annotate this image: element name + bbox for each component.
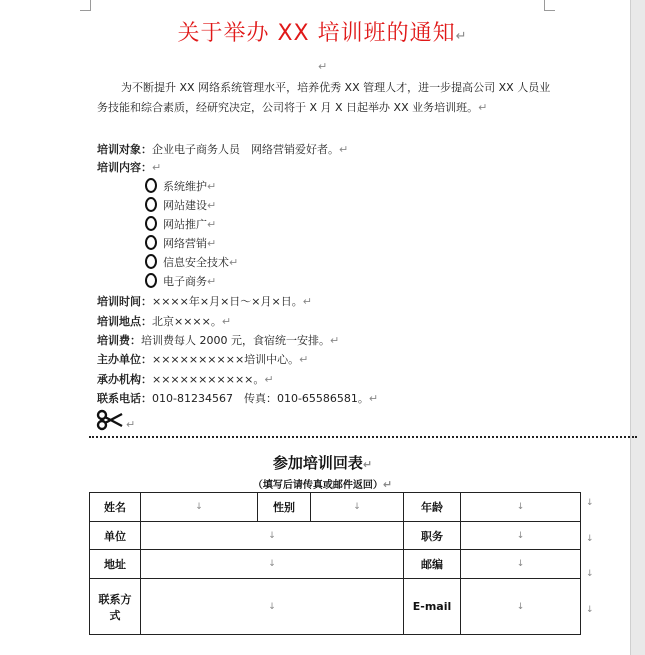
content-list-item[interactable]: 网站建设↵ bbox=[145, 197, 216, 215]
zip-field[interactable]: ↓ bbox=[461, 550, 581, 579]
name-field[interactable]: ↓ bbox=[141, 493, 258, 522]
registration-form-table bbox=[89, 492, 581, 635]
bullet-icon bbox=[145, 254, 157, 269]
organizer-line[interactable]: 承办机构：×××××××××××。↵ bbox=[97, 373, 274, 386]
content-list-item[interactable]: 电子商务↵ bbox=[145, 273, 216, 291]
table-row bbox=[90, 521, 581, 550]
form-title[interactable]: 参加培训回表↵ bbox=[272, 454, 373, 472]
margin-corner-marker bbox=[544, 0, 555, 11]
training-fee-line[interactable]: 培训费：培训费每人 2000 元，食宿统一安排。↵ bbox=[97, 334, 340, 347]
age-label: 年龄 bbox=[404, 493, 461, 522]
title-text: 关于举办 XX 培训班的通知 bbox=[177, 21, 456, 46]
row-end-mark: ↓ bbox=[586, 605, 594, 615]
training-target-line[interactable]: 培训对象：企业电子商务人员 网络营销爱好者。↵ bbox=[97, 143, 349, 156]
bullet-icon bbox=[145, 235, 157, 250]
table-row bbox=[90, 579, 581, 635]
zip-label: 邮编 bbox=[404, 550, 461, 579]
address-field[interactable]: ↓ bbox=[141, 550, 404, 579]
intro-paragraph[interactable]: 为不断提升 XX 网络系统管理水平，培养优秀 XX 管理人才，进一步提高公司 XX 人员业务技能和综合素质，经研究决定，公司将于 X 月 X 日起举办 XX 业务培训班。↵ bbox=[97, 81, 551, 114]
host-unit-line[interactable]: 主办单位：××××××××××培训中心。↵ bbox=[97, 353, 309, 366]
name-label: 姓名 bbox=[90, 493, 141, 522]
row-end-mark: ↓ bbox=[586, 569, 594, 579]
position-label: 职务 bbox=[404, 521, 461, 550]
content-list-item[interactable]: 信息安全技术↵ bbox=[145, 254, 238, 272]
row-end-mark: ↓ bbox=[586, 534, 594, 544]
cut-line-divider bbox=[89, 436, 637, 438]
age-field[interactable]: ↓ bbox=[461, 493, 581, 522]
table-row bbox=[90, 550, 581, 579]
address-label: 地址 bbox=[90, 550, 141, 579]
training-content-line[interactable]: 培训内容：↵ bbox=[97, 161, 162, 174]
paragraph-mark: ↵ bbox=[318, 60, 328, 73]
email-label: E-mail bbox=[404, 579, 461, 635]
paragraph-mark: ↵ bbox=[126, 418, 136, 431]
contact-method-field[interactable]: ↓ bbox=[141, 579, 404, 635]
bullet-icon bbox=[145, 273, 157, 288]
document-title[interactable]: 关于举办 XX 培训班的通知↵ bbox=[177, 21, 468, 46]
gender-field[interactable]: ↓ bbox=[311, 493, 404, 522]
training-place-line[interactable]: 培训地点：北京××××。↵ bbox=[97, 315, 232, 328]
bullet-icon bbox=[145, 216, 157, 231]
content-list-item[interactable]: 网络营销↵ bbox=[145, 235, 216, 253]
row-end-mark: ↓ bbox=[586, 498, 594, 508]
contact-line[interactable]: 联系电话：010-81234567 传真：010-65586581。↵ bbox=[97, 392, 379, 405]
contact-method-label: 联系方式 bbox=[90, 579, 141, 635]
scissors-icon bbox=[96, 409, 126, 435]
unit-field[interactable]: ↓ bbox=[141, 521, 404, 550]
margin-corner-marker bbox=[80, 0, 91, 11]
position-field[interactable]: ↓ bbox=[461, 521, 581, 550]
bullet-icon bbox=[145, 178, 157, 193]
training-time-line[interactable]: 培训时间：××××年×月×日～×月×日。↵ bbox=[97, 295, 312, 308]
bullet-icon bbox=[145, 197, 157, 212]
gender-label: 性别 bbox=[258, 493, 311, 522]
scrollbar[interactable] bbox=[630, 0, 645, 655]
unit-label: 单位 bbox=[90, 521, 141, 550]
content-list-item[interactable]: 网站推广↵ bbox=[145, 216, 216, 234]
form-subtitle[interactable]: （填写后请传真或邮件返回）↵ bbox=[252, 478, 393, 491]
content-list-item[interactable]: 系统维护↵ bbox=[145, 178, 216, 196]
email-field[interactable]: ↓ bbox=[461, 579, 581, 635]
table-row bbox=[90, 493, 581, 522]
